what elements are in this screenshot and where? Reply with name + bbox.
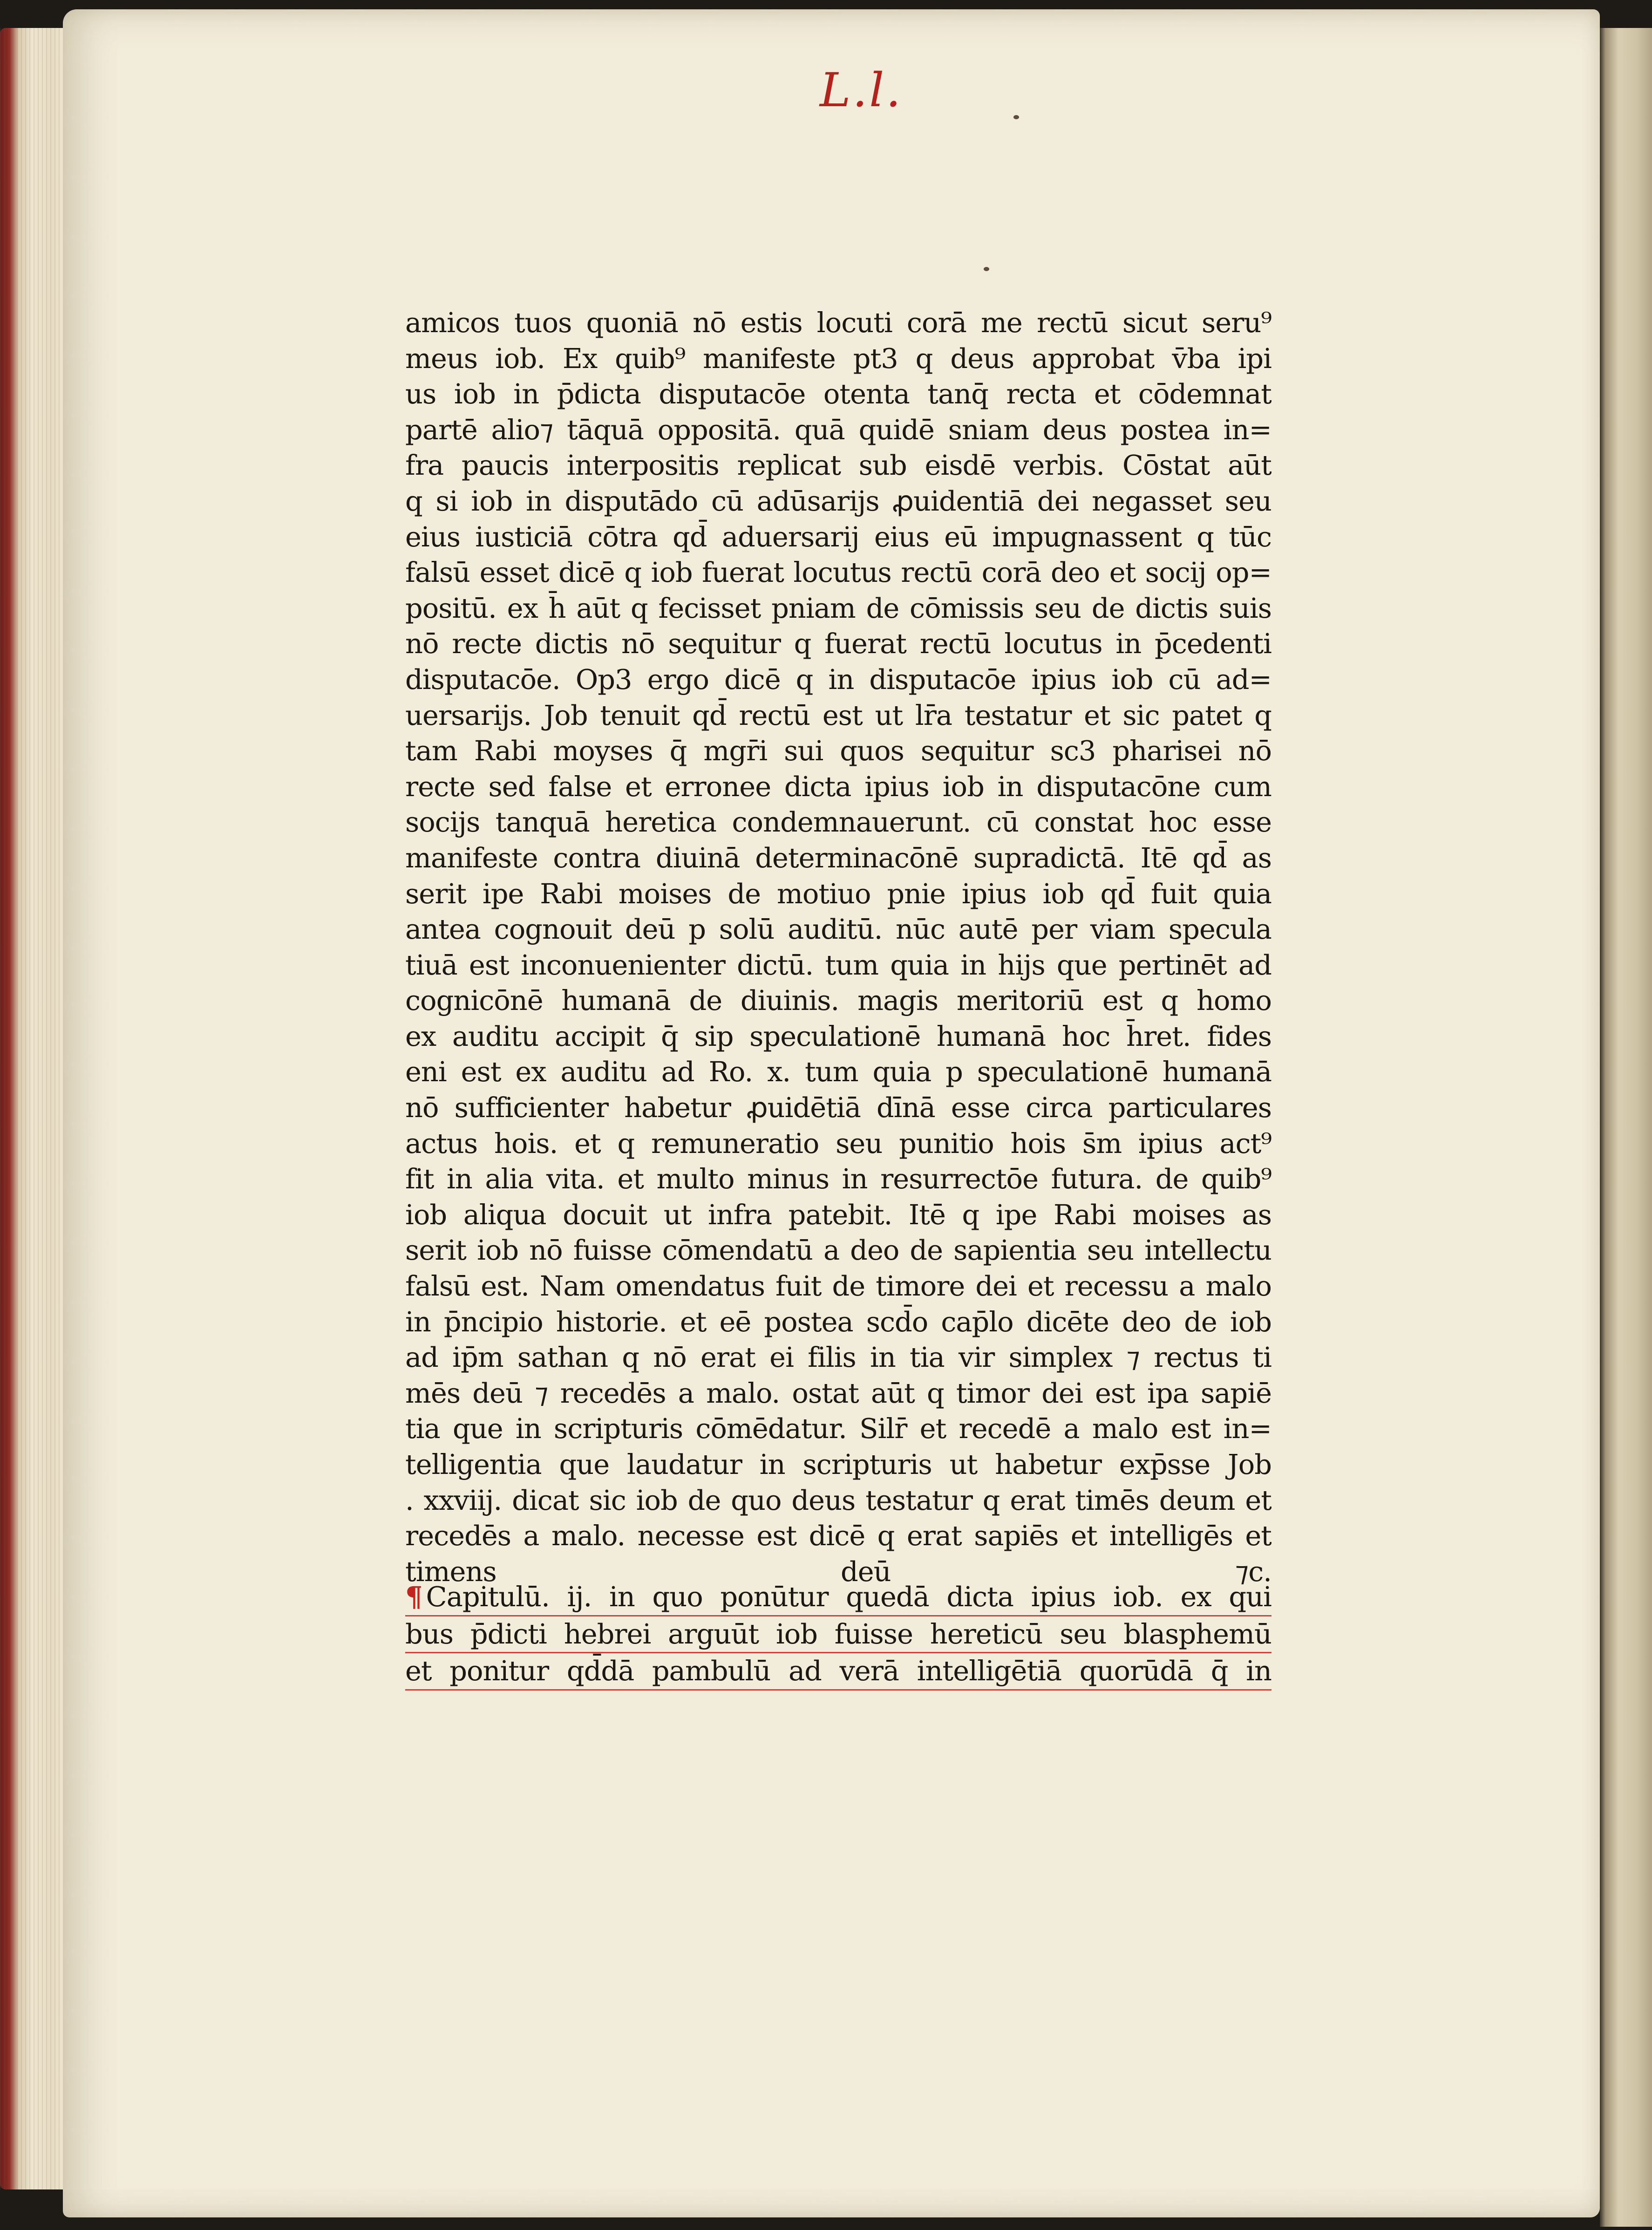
body-text [405, 305, 1271, 1589]
text-line: recte sed false et erronee dicta ipius iob in disputacōne cum [405, 770, 1271, 803]
text-line: q si iob in disputādo cū adūsarijs ꝓuidentiā dei negasset seu [405, 484, 1271, 517]
text-line: actus hois. et q remuneratio seu punitio hois s̄m ipius act⁹ [405, 1127, 1271, 1159]
text-line: falsū est. Nam omendatus fuit de timore dei et recessu a malo [405, 1270, 1271, 1303]
text-line: ad ip̄m sathan q nō erat ei filis in tia vir simplex ⁊ rectus ti [405, 1341, 1271, 1374]
text-line: ex auditu accipit q̄ sip speculationē humanā hoc h̄ret. fides [405, 1020, 1271, 1052]
text-line: tia que in scripturis cōmēdatur. Silr̄ et recedē a malo est in= [405, 1412, 1271, 1445]
text-line: socijs tanquā heretica condemnauerunt. cū constat hoc esse [405, 806, 1271, 839]
book-right-edge [1600, 28, 1652, 2227]
text-line: amicos tuos quoniā nō estis locuti corā me rectū sicut seru⁹ [405, 307, 1271, 339]
text-line: serit ipe Rabi moises de motiuo pnie ipius iob qd̄ fuit quia [405, 877, 1271, 910]
chapter-line: et ponitur qd̄dā pambulū ad verā intelligētiā quorūdā q̄ in [405, 1653, 1271, 1691]
text-line: . xxviij. dicat sic iob de quo deus testatur q erat timēs deum et [405, 1484, 1271, 1516]
text-line: falsū esset dicē q iob fuerat locutus rectū corā deo et socij op= [405, 556, 1271, 589]
text-line: uersarijs. Job tenuit qd̄ rectū est ut lr̄a testatur et sic patet q [405, 699, 1271, 731]
text-line: serit iob nō fuisse cōmendatū a deo de sapientia seu intellectu [405, 1234, 1271, 1267]
text-line: recedēs a malo. necesse est dicē q erat sapiēs et intelligēs et [405, 1520, 1271, 1552]
text-line: fra paucis interpositis replicat sub eisdē verbis. Cōstat aūt [405, 449, 1271, 482]
text-line: mēs deū ⁊ recedēs a malo. ostat aūt q timor dei est ipa sapiē [405, 1377, 1271, 1409]
text-line: eius iusticiā cōtra qd̄ aduersarij eius eū impugnassent q tūc [405, 520, 1271, 553]
text-line: nō recte dictis nō sequitur q fuerat rectū locutus in p̄cedenti [405, 627, 1271, 660]
chapter-line [405, 1579, 1271, 1616]
pilcrow-icon: ¶ [405, 1581, 422, 1613]
text-line: tiuā est inconuenienter dictū. tum quia in hijs que pertinēt ad [405, 948, 1271, 981]
text-line: in p̄ncipio historie. et eē postea scd̄o cap̄lo dicēte deo de iob [405, 1305, 1271, 1338]
text-line: nō sufficienter habetur ꝓuidētiā dīnā esse circa particulares [405, 1091, 1271, 1124]
text-line: antea cognouit deū p solū auditū. nūc autē per viam specula [405, 913, 1271, 946]
text-line: iob aliqua docuit ut infra patebit. Itē q ipe Rabi moises as [405, 1198, 1271, 1231]
text-line: fit in alia vita. et multo minus in resurrectōe futura. de quib⁹ [405, 1163, 1271, 1195]
text-line: timens deū ⁊c. [405, 1555, 1271, 1588]
text-line: cognicōnē humanā de diuinis. magis meritoriū est q homo [405, 984, 1271, 1017]
text-line: partē alio⁊ tāquā oppositā. quā quidē sniam deus postea in= [405, 413, 1271, 446]
folio-number: L.l. [820, 63, 903, 117]
chapter-line: Capitulū. ij. in quo ponūtur quedā dicta ipius iob. ex qui [426, 1581, 1271, 1613]
text-line: telligentia que laudatur in scripturis ut habetur exp̄sse Job [405, 1448, 1271, 1480]
text-line: eni est ex auditu ad Ro. x. tum quia p speculationē humanā [405, 1056, 1271, 1088]
text-line: us iob in p̄dicta disputacōe otenta tanq̄ recta et cōdemnat [405, 378, 1271, 410]
chapter-line: bus p̄dicti hebrei arguūt iob fuisse hereticū seu blasphemū [405, 1616, 1271, 1654]
text-line: positū. ex h̄ aūt q fecisset pniam de cōmissis seu de dictis suis [405, 592, 1271, 624]
ink-speck [984, 267, 989, 271]
chapter-heading [405, 1579, 1271, 1691]
text-line: tam Rabi moyses q̄ mgr̄i sui quos sequitur sc3 pharisei nō [405, 735, 1271, 767]
text-line: manifeste contra diuinā determinacōnē supradictā. Itē qd̄ as [405, 841, 1271, 874]
ink-speck [1013, 115, 1019, 119]
text-line: meus iob. Ex quib⁹ manifeste pt3 q deus approbat v̄ba ipi [405, 342, 1271, 375]
text-line: disputacōe. Op3 ergo dicē q in disputacōe ipius iob cū ad= [405, 663, 1271, 696]
